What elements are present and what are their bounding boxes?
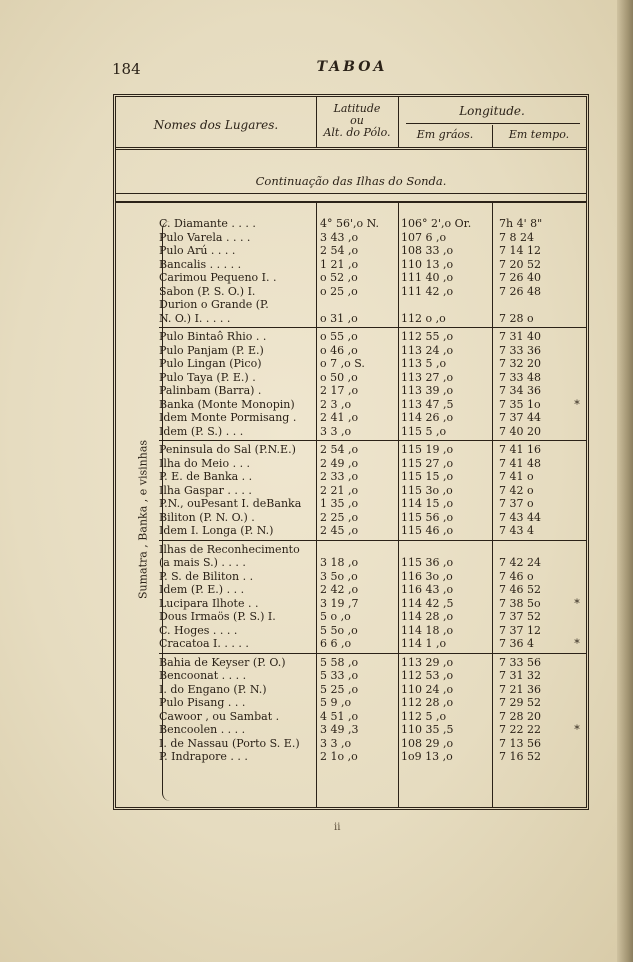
table-row [116,330,586,344]
longitude-cell: 110 24 ,o [401,682,454,696]
book-gutter [617,0,633,962]
table-row [116,371,586,385]
place-name: Bencoolen . . . . [159,723,246,736]
time-cell: 7 29 52 [499,696,541,709]
header-latitude: Latitude ou Alt. do Pólo. [323,102,391,139]
time-cell: 7 43 4 [499,524,534,537]
group-divider [159,540,586,541]
time-cell: 7 14 12 [499,244,541,257]
latitude-cell: o 50 ,o [320,370,358,384]
place-name: Ilha do Meio . . . [159,456,251,470]
latitude-cell: 3 43 ,o [320,230,359,244]
header-degrees: Em gráos. [416,128,474,141]
star-mark: * [574,397,580,411]
time-cell: 7 42 24 [499,556,541,569]
table-row [116,543,586,557]
latitude-cell: o 31 ,o [320,311,358,325]
longitude-cell: 113 5 ,o [401,357,447,370]
place-name: Palinbam (Barra) . [159,384,262,397]
signature-mark: ii [334,822,341,833]
table-row [116,398,586,412]
latitude-cell: 2 41 ,o [320,411,359,424]
longitude-cell: 113 27 ,o [401,370,454,384]
latitude-cell: 5 33 ,o [320,669,359,682]
longitude-cell: 115 5 ,o [401,424,447,438]
time-cell: 7 28 20 [499,709,541,723]
latitude-cell: 2 1o ,o [320,750,358,763]
time-cell: 7 21 36 [499,682,541,696]
side-label-text: Sumatra , Banka , e visinhas [136,439,150,600]
latitude-cell: o 52 ,o [320,271,358,284]
longitude-cell: 115 27 ,o [401,456,454,470]
place-name: P. Indrapore . . . [159,750,248,763]
place-name: P. E. de Banka . . [159,470,253,483]
time-cell: 7 33 48 [499,370,541,384]
place-name: Idem Monte Pormisang . [159,411,297,424]
longitude-cell: 114 42 ,5 [401,596,454,610]
place-name: C. Hoges . . . . [159,623,238,637]
table-row [116,637,586,651]
place-name: Pulo Lingan (Pico) [159,357,262,370]
group-divider [159,653,586,654]
place-name: Bahia de Keyser (P. O.) [159,655,286,669]
time-cell: 7 22 22 [499,723,541,736]
header-longitude: Longitude. [459,104,525,118]
place-name: Biliton (P. N. O.) . [159,510,255,524]
place-name: Idem (P. S.) . . . [159,424,244,438]
latitude-cell: o 46 ,o [320,343,358,357]
page-number: 184 [112,60,141,78]
time-cell: 7 46 52 [499,583,541,596]
coordinates-table [113,94,589,810]
time-cell: 7 35 1o [499,397,541,411]
place-name: I. do Engano (P. N.) [159,682,267,696]
place-name: Banka (Monte Monopin) [159,397,295,411]
longitude-cell: 113 24 ,o [401,343,454,357]
latitude-cell: 3 3 ,o [320,736,352,750]
longitude-cell: 116 43 ,o [401,583,454,596]
place-name: Pulo Taya (P. E.) . [159,370,256,384]
time-cell: 7 46 o [499,569,534,583]
place-name: Carimou Pequeno I. . [159,271,277,284]
table-row [116,384,586,398]
table-row [116,285,586,299]
table-header [116,97,586,150]
latitude-cell: 2 17 ,o [320,384,359,397]
table-row [116,470,586,484]
time-cell: 7 31 40 [499,330,541,343]
place-name: Cracatoa I. . . . . [159,637,249,650]
latitude-cell: 5 9 ,o [320,696,352,709]
longitude-cell: 115 3o ,o [401,483,453,497]
longitude-cell: 112 o ,o [401,311,446,325]
table-row [116,723,586,737]
latitude-cell: 3 49 ,3 [320,723,359,736]
table-row [116,425,586,439]
place-name: Pulo Bintaô Rhio . . [159,330,267,343]
latitude-cell: 1 21 ,o [320,257,359,271]
place-name: Pulo Pisang . . . [159,696,246,709]
place-name: P. S. de Biliton . . [159,569,254,583]
latitude-cell: 3 3 ,o [320,424,352,438]
place-name: Ilhas de Reconhecimento [159,542,300,556]
table-row [116,669,586,683]
latitude-cell: 3 19 ,7 [320,596,359,610]
time-cell: 7 37 o [499,497,534,510]
table-row [116,583,586,597]
time-cell: 7 26 48 [499,284,541,298]
place-name: P.N., ouPesant I. deBanka [159,497,302,510]
time-cell: 7 41 o [499,470,534,483]
latitude-cell: 4° 56',o N. [320,217,380,230]
table-row [116,710,586,724]
table-row [116,597,586,611]
longitude-cell: 114 26 ,o [401,411,454,424]
table-row [116,298,586,312]
longitude-cell: 110 13 ,o [401,257,454,271]
latitude-cell: 5 5o ,o [320,623,358,637]
table-row [116,411,586,425]
time-cell: 7 41 16 [499,443,541,456]
table-row [116,656,586,670]
latitude-cell: 4 51 ,o [320,709,359,723]
place-name: Peninsula do Sal (P.N.E.) [159,443,296,456]
table-row [116,683,586,697]
place-name: Durion o Grande (P. [159,298,269,311]
group-divider [159,327,586,328]
longitude-cell: 108 29 ,o [401,736,454,750]
place-name: Cawoor , ou Sambat . [159,709,280,723]
group-divider [159,440,586,441]
latitude-cell: 2 33 ,o [320,470,359,483]
latitude-cell: 2 25 ,o [320,510,359,524]
longitude-cell: 115 56 ,o [401,510,454,524]
time-cell: 7 32 20 [499,357,541,370]
time-cell: 7 36 4 [499,637,534,650]
longitude-cell: 113 47 ,5 [401,397,454,411]
time-cell: 7 37 12 [499,623,541,637]
longitude-cell: 113 39 ,o [401,384,454,397]
longitude-cell: 111 42 ,o [401,284,454,298]
latitude-cell: 2 42 ,o [320,583,359,596]
time-cell: 7h 4' 8" [499,217,543,230]
longitude-cell: 112 55 ,o [401,330,454,343]
table-row [116,750,586,764]
latitude-cell: o 25 ,o [320,284,358,298]
table-row [116,258,586,272]
latitude-cell: o 7 ,o S. [320,357,365,370]
place-name: Idem I. Longa (P. N.) [159,524,274,537]
longitude-cell: 107 6 ,o [401,230,447,244]
longitude-cell: 113 29 ,o [401,655,454,669]
longitude-cell: 108 33 ,o [401,244,454,257]
table-row [116,484,586,498]
table-row [116,624,586,638]
latitude-cell: 2 45 ,o [320,524,359,537]
time-cell: 7 37 44 [499,411,541,424]
table-row [116,344,586,358]
latitude-cell: 3 18 ,o [320,556,359,569]
longitude-cell: 116 3o ,o [401,569,453,583]
table-row [116,217,586,231]
place-name: Ilha Gaspar . . . . [159,483,252,497]
latitude-cell: 2 21 ,o [320,483,359,497]
longitude-cell: 114 28 ,o [401,610,454,623]
longitude-cell: 112 28 ,o [401,696,454,709]
star-mark: * [574,637,580,650]
time-cell: 7 40 20 [499,424,541,438]
time-cell: 7 33 56 [499,655,541,669]
time-cell: 7 42 o [499,483,534,497]
place-name: C. Diamante . . . . [159,217,256,230]
time-cell: 7 33 36 [499,343,541,357]
star-mark: * [574,723,580,736]
header-time: Em tempo. [508,128,570,141]
time-cell: 7 26 40 [499,271,541,284]
place-name: Bancalis . . . . . [159,257,242,271]
table-row [116,737,586,751]
latitude-cell: 5 58 ,o [320,655,359,669]
place-name: Idem (P. E.) . . . [159,583,245,596]
table-row [116,231,586,245]
header-names: Nomes dos Lugares. [153,118,279,132]
star-mark: * [574,596,580,610]
latitude-cell: 3 5o ,o [320,569,358,583]
latitude-cell: 2 54 ,o [320,443,359,456]
latitude-cell: 5 o ,o [320,610,351,623]
table-row [116,244,586,258]
table-row [116,457,586,471]
longitude-cell: 114 18 ,o [401,623,454,637]
time-cell: 7 13 56 [499,736,541,750]
longitude-cell: 115 36 ,o [401,556,454,569]
place-name: Pulo Panjam (P. E.) [159,343,264,357]
running-title: TABOA [316,59,388,75]
table-row [116,696,586,710]
latitude-cell: 2 3 ,o [320,397,352,411]
section-subtitle: Continuação das Ilhas do Sonda. [255,174,447,188]
latitude-cell: 2 49 ,o [320,456,359,470]
longitude-cell: 1o9 13 ,o [401,750,453,763]
table-row [116,511,586,525]
table-row [116,570,586,584]
table-row [116,610,586,624]
latitude-cell: 2 54 ,o [320,244,359,257]
table-row [116,443,586,457]
time-cell: 7 20 52 [499,257,541,271]
longitude-cell: 112 53 ,o [401,669,454,682]
table-row [116,271,586,285]
table-row [116,312,586,326]
place-name: Pulo Varela . . . . [159,230,251,244]
longitude-cell: 115 19 ,o [401,443,454,456]
place-name: Dous Irmaös (P. S.) I. [159,610,276,623]
time-cell: 7 31 32 [499,669,541,682]
place-name: Sabon (P. S. O.) I. [159,284,256,298]
time-cell: 7 34 36 [499,384,541,397]
time-cell: 7 37 52 [499,610,541,623]
table-row [116,497,586,511]
place-name: Bencoonat . . . . [159,669,247,682]
time-cell: 7 38 5o [499,596,541,610]
longitude-cell: 106° 2',o Or. [401,217,472,230]
longitude-cell: 111 40 ,o [401,271,454,284]
longitude-cell: 114 1 ,o [401,637,447,650]
latitude-cell: 1 35 ,o [320,497,359,510]
table-row [116,357,586,371]
latitude-cell: 5 25 ,o [320,682,359,696]
latitude-cell: o 55 ,o [320,330,358,343]
place-name: Pulo Arú . . . . [159,244,236,257]
time-cell: 7 8 24 [499,230,534,244]
place-name: Lucipara Ilhote . . [159,596,259,610]
time-cell: 7 43 44 [499,510,541,524]
table-row [116,524,586,538]
longitude-cell: 114 15 ,o [401,497,454,510]
page-header [112,58,592,82]
table-row [116,556,586,570]
place-name: (a mais S.) . . . . [159,556,246,569]
time-cell: 7 16 52 [499,750,541,763]
time-cell: 7 41 48 [499,456,541,470]
longitude-cell: 115 46 ,o [401,524,454,537]
longitude-cell: 115 15 ,o [401,470,454,483]
place-name: N. O.) I. . . . . [159,311,231,325]
latitude-cell: 6 6 ,o [320,637,352,650]
longitude-cell: 112 5 ,o [401,709,447,723]
place-name: I. de Nassau (Porto S. E.) [159,736,300,750]
time-cell: 7 28 o [499,311,534,325]
longitude-cell: 110 35 ,5 [401,723,454,736]
